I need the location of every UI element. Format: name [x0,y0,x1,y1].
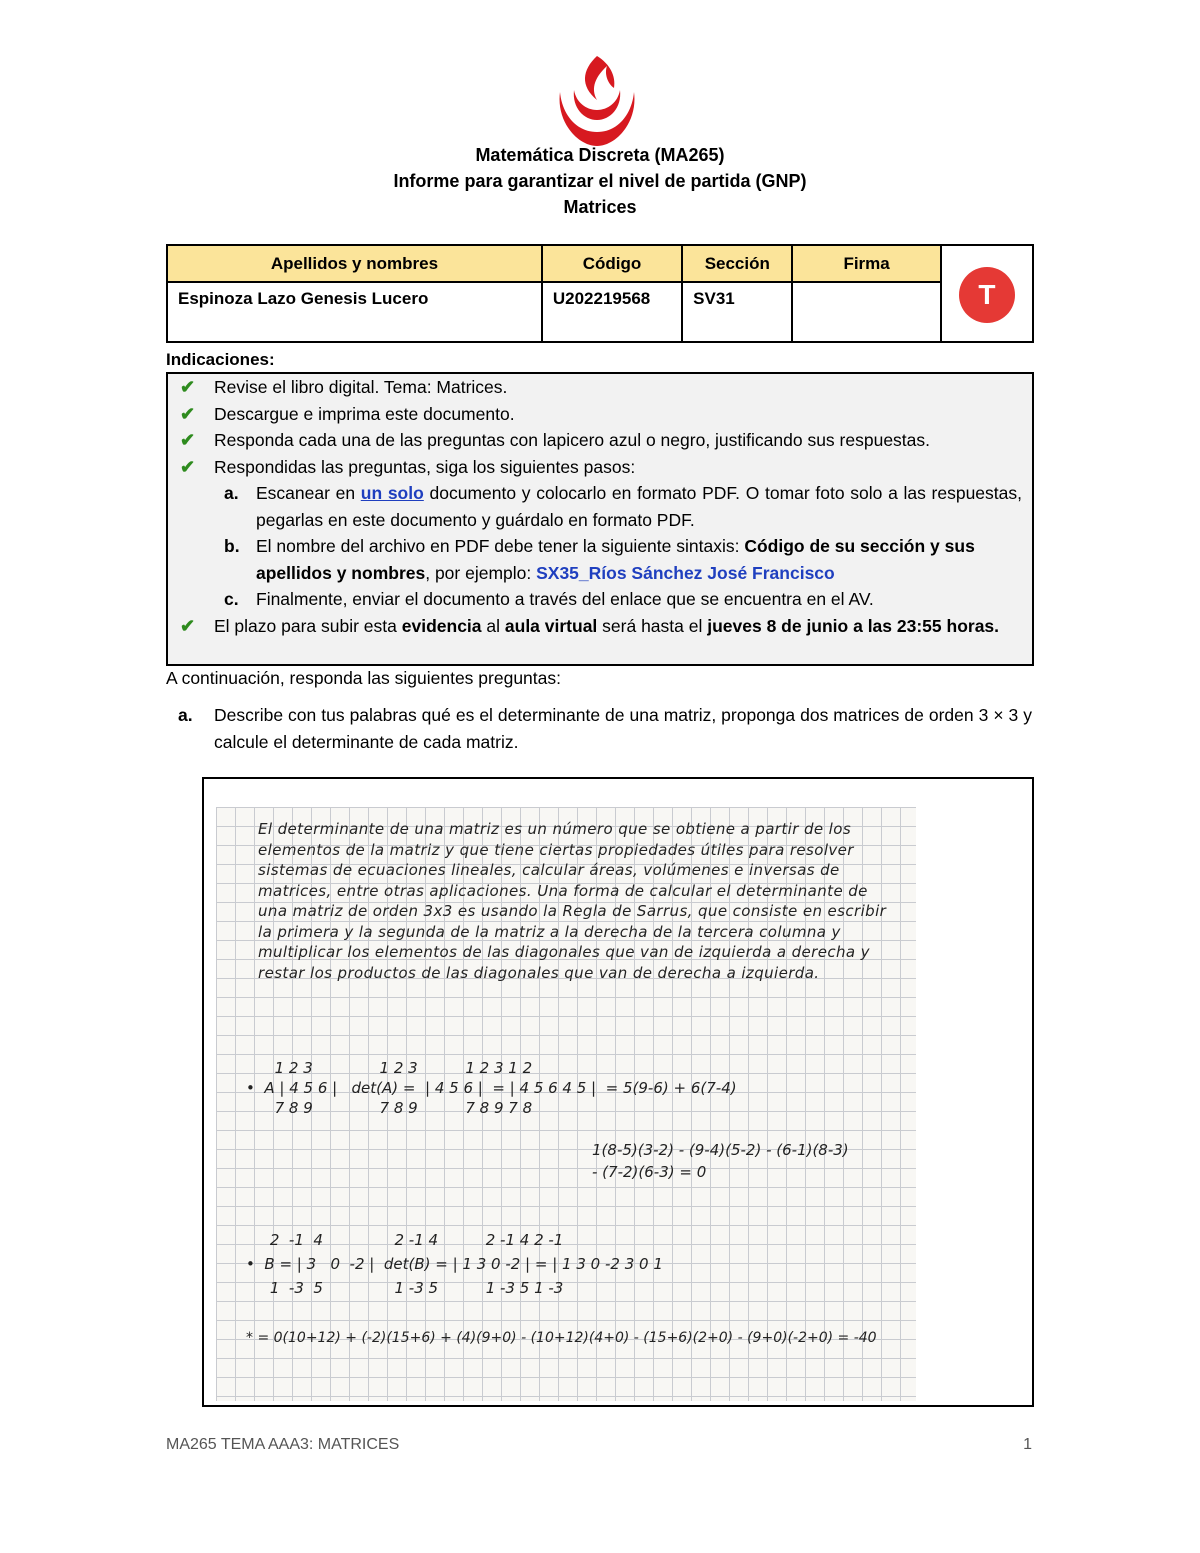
work-a-line-1: 1(8-5)(3-2) - (9-4)(5-2) - (6-1)(8-3) [592,1141,849,1159]
check-icon: ✔ [180,615,196,636]
check-icon: ✔ [180,430,196,450]
un-solo-link[interactable]: un solo [360,483,424,503]
page-number: 1 [1023,1436,1032,1453]
filename-example: SX35_Ríos Sánchez José Francisco [536,562,835,583]
university-logo [552,52,642,148]
matrix-a-line-1: 1 2 3 1 2 3 1 2 3 1 2 [246,1059,533,1077]
matrix-a-line-3: 7 8 9 7 8 9 7 8 9 7 8 [246,1099,533,1117]
header-section: Sección [682,245,792,282]
list-item: ✔ Responda cada una de las preguntas con lapicero azul o negro, justificando sus respuestas. [168,427,1032,454]
result-b: * = 0(10+12) + (-2)(15+6) + (4)(9+0) - (10+12)(4+0) - (15+6)(2+0) - (9+0)(-2+0) = -40 [246,1330,877,1346]
question-a: a. Describe con tus palabras qué es el determinante de una matriz, proponga dos matrices de orden 3 × 3 y calcule el determinante de cada matriz. [178,705,1032,752]
matrix-b-line-3: 1 -3 5 1 -3 5 1 -3 5 1 -3 [246,1279,564,1297]
matrix-a-line-2: • A | 4 5 6 | det(A) = | 4 5 6 | = | 4 5 6 4 5 | = 5(9-6) + 6(7-4) [246,1079,737,1097]
student-name: Espinoza Lazo Genesis Lucero [167,282,542,342]
deadline-item: ✔ El plazo para subir esta evidencia al aula virtual será hasta el jueves 8 de junio a las 23:55 horas. [168,613,1032,640]
student-code: U202219568 [542,282,682,342]
check-icon: ✔ [180,456,196,477]
questions-intro: A continuación, responda las siguientes preguntas: [166,668,561,688]
list-item: ✔ Descargue e imprima este documento. [168,401,1032,428]
handwritten-paragraph: El determinante de una matriz es un número que se obtiene a partir de los elementos de la matriz y que tiene ciertas propiedades útiles para resolver sistemas de ecuaciones lineales, calcular áreas, volúmenes e inversas de matrices, entre otras aplicaciones. Una forma de calcular el determinante de una matriz de orden 3x3 es usando la Regla de Sarrus, que consiste en escribir la primera y la segunda de la matriz a la derecha de la tercera columna y multiplicar los elementos de las diagonales que van de izquierda a derecha y restar los productos de las diagonales que van de derecha a izquierda. [258,820,887,982]
header-names: Apellidos y nombres [167,245,542,282]
matrix-b-line-2: • B = | 3 0 -2 | det(B) = | 1 3 0 -2 | = | 1 3 0 -2 3 0 1 [246,1255,663,1273]
list-item: ✔ Respondidas las preguntas, siga los siguientes pasos: [168,454,1032,481]
matrix-b-line-1: 2 -1 4 2 -1 4 2 -1 4 2 -1 [246,1231,564,1249]
indications-label: Indicaciones: [166,350,275,369]
student-signature [792,282,940,342]
course-title: Matemática Discreta (MA265) [475,145,725,165]
student-section: SV31 [682,282,792,342]
topic-title: Matrices [563,197,637,217]
edit-document-icon: T [959,267,1015,323]
answer-box [202,777,1034,1407]
sub-item-a: a. Escanear en un solo documento y colocarlo en formato PDF. O tomar foto solo a las respuestas, pegarlas en este documento y guárdalo en formato PDF. [224,483,1022,530]
list-item: ✔ Revise el libro digital. Tema: Matrices. [168,374,1032,401]
page-footer [166,1436,1032,1454]
header-signature: Firma [792,245,940,282]
check-icon: ✔ [180,403,196,424]
report-title: Informe para garantizar el nivel de partida (GNP) [393,171,807,191]
footer-course: MA265 TEMA AAA3: MATRICES [166,1436,400,1453]
work-a-line-2: - (7-2)(6-3) = 0 [592,1163,707,1181]
handwritten-photo [216,807,916,1401]
stamp-cell [941,245,1033,342]
sub-item-b: b. El nombre del archivo en PDF debe tener la siguiente sintaxis: Código de su sección y sus apellidos y nombres, por ejemplo: SX35_Ríos Sánchez José Francisco [224,536,975,583]
sub-item-c: c. Finalmente, enviar el documento a través del enlace que se encuentra en el AV. [224,589,874,609]
header-code: Código [542,245,682,282]
student-info-table [166,244,1034,343]
indications-box [166,372,1034,666]
check-icon: ✔ [180,377,196,397]
